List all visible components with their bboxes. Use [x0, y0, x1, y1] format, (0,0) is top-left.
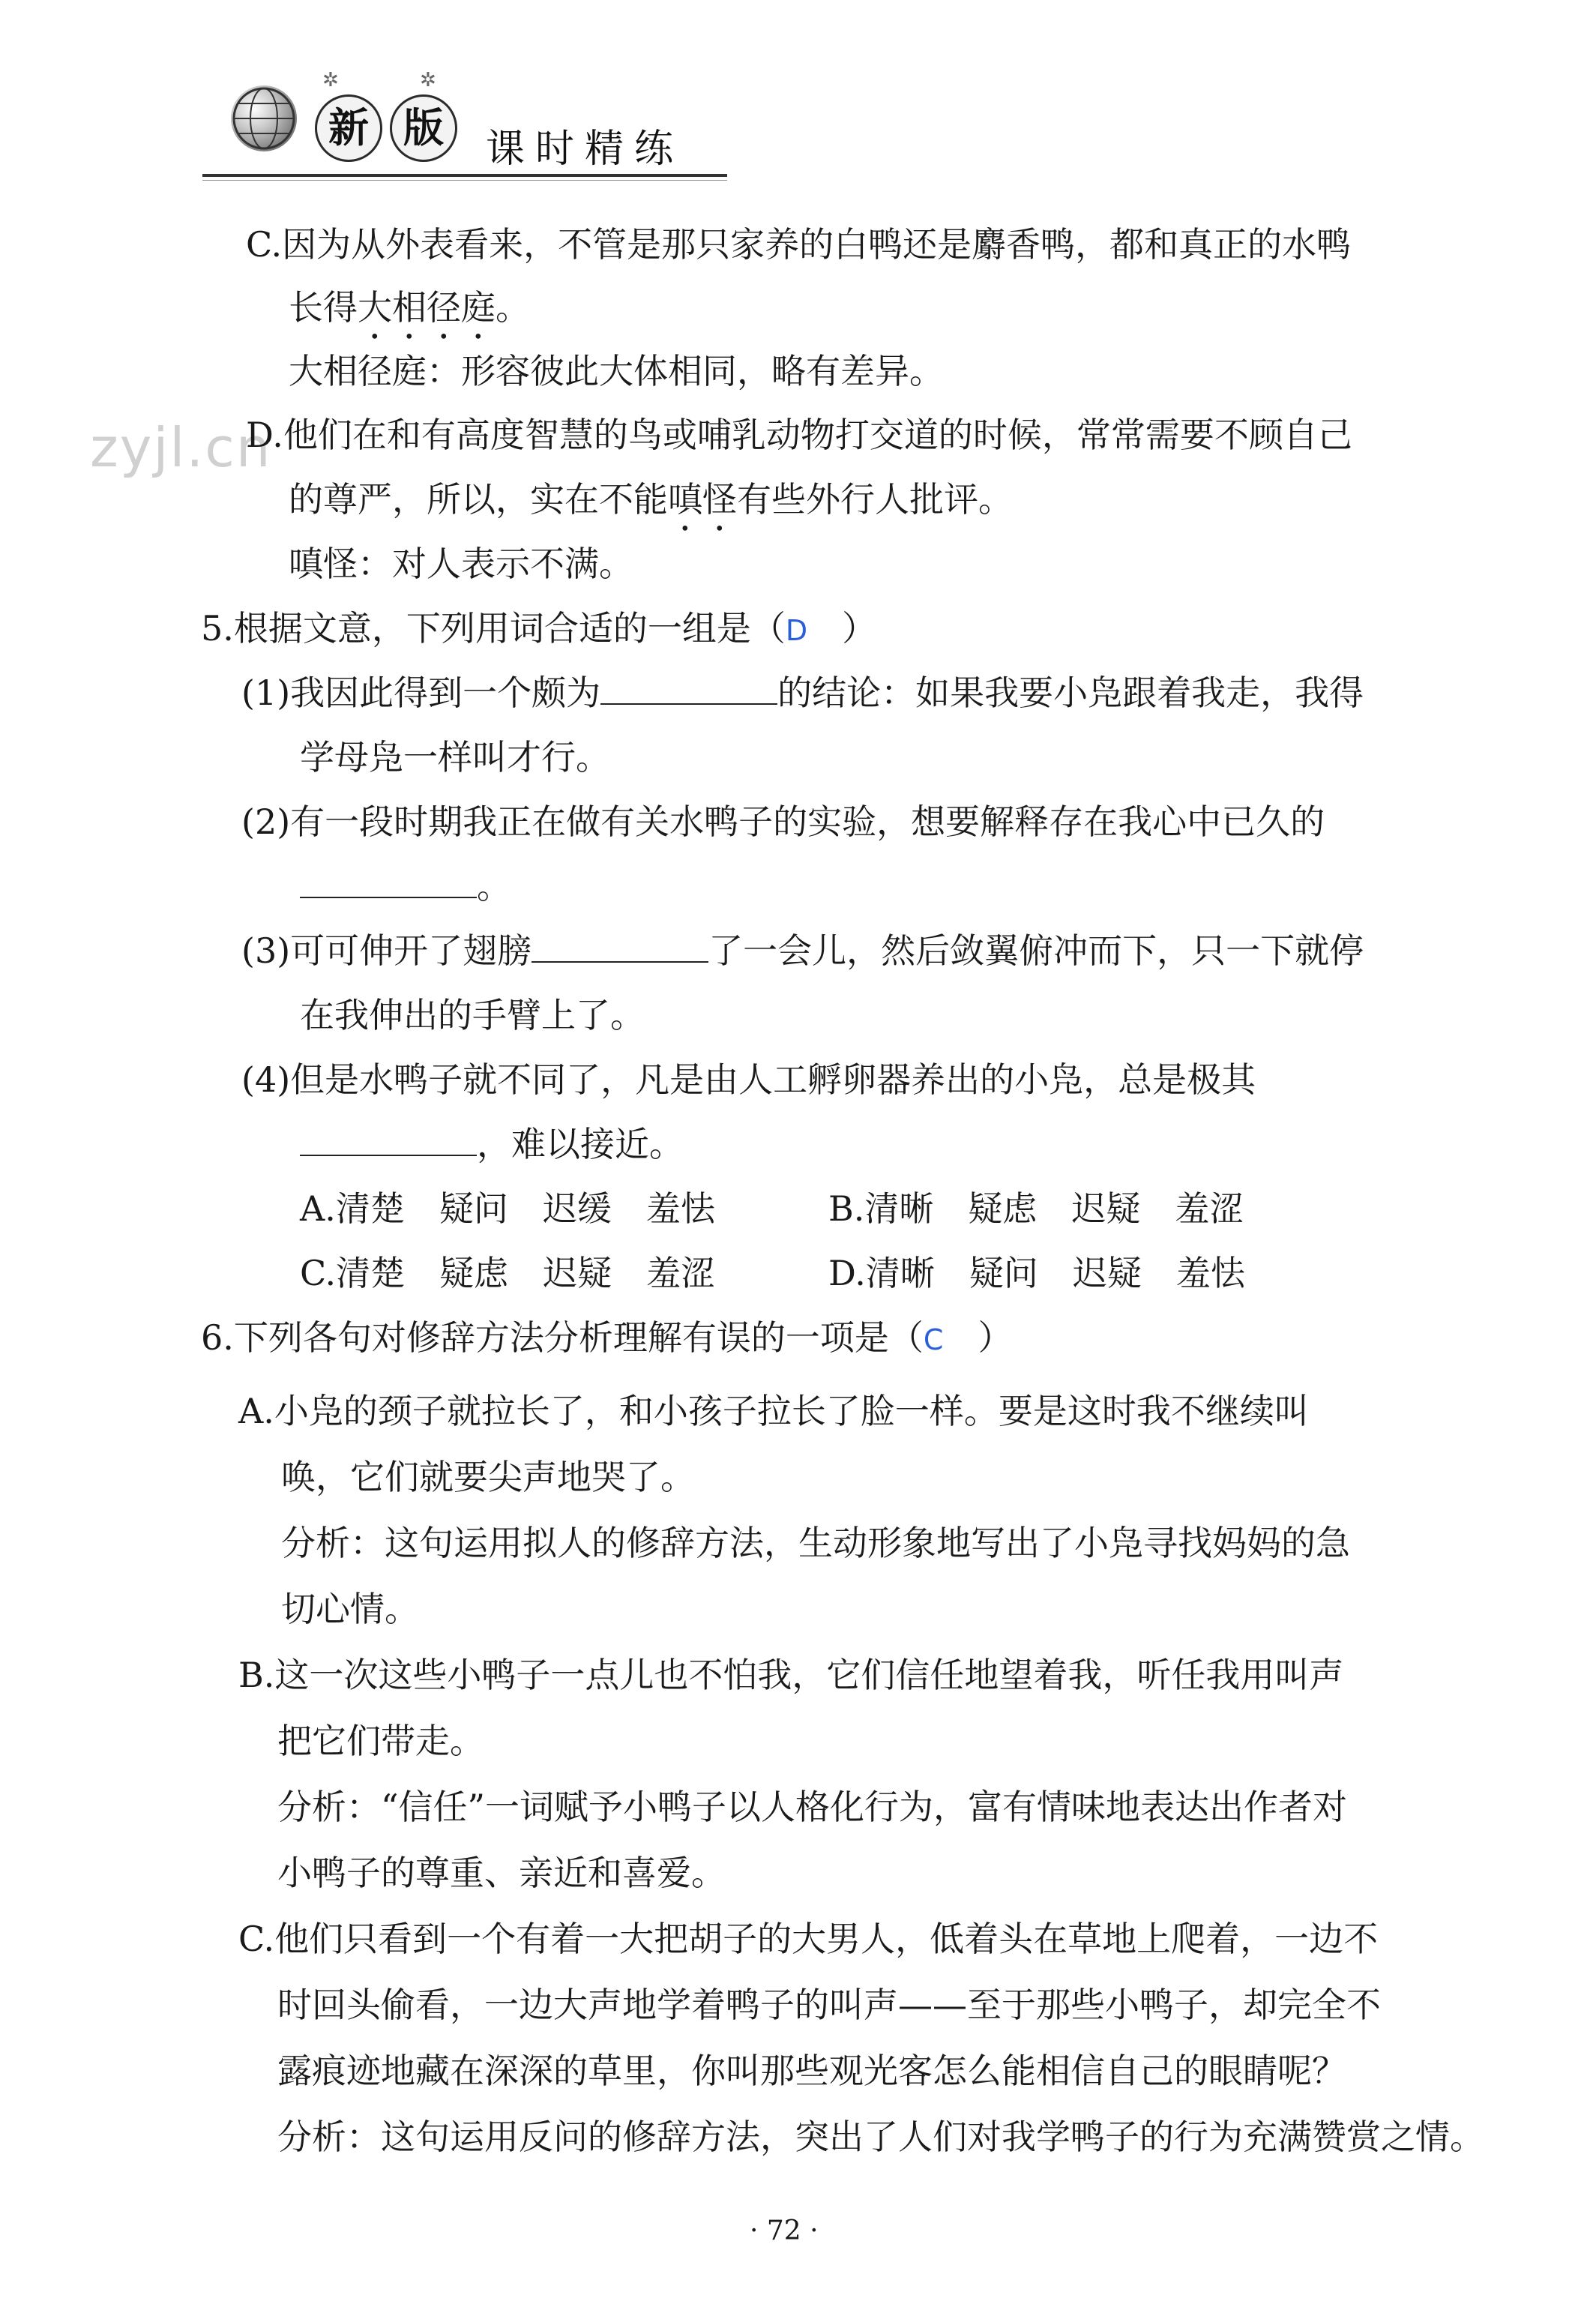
q6-option-c-line3: 露痕迹地藏在深深的草里，你叫那些观光客怎么能相信自己的眼睛呢？ — [277, 2051, 1346, 2091]
q6-option-c-line1: C.他们只看到一个有着一大把胡子的大男人，低着头在草地上爬着，一边不 — [238, 1919, 1379, 1959]
q5-option-d[interactable]: D.清晰 疑问 迟疑 羞怯 — [828, 1253, 1245, 1293]
header-badge-edition: 版 — [390, 94, 457, 162]
q4-option-c-line1: C.因为从外表看来，不管是那只家养的白鸭还是麝香鸭，都和真正的水鸭 — [246, 224, 1352, 265]
q5-sentence-1-line2: 学母凫一样叫才行。 — [300, 737, 610, 777]
answer-blank[interactable] — [600, 670, 777, 705]
q6-option-a-line1: A.小凫的颈子就拉长了，和小孩子拉长了脸一样。要是这时我不继续叫 — [238, 1391, 1309, 1431]
header-rule — [202, 174, 727, 177]
book-header — [202, 52, 727, 187]
q5-sentence-3-line2: 在我伸出的手臂上了。 — [300, 995, 645, 1035]
header-rule-thin — [202, 180, 727, 181]
page-number: · 72 · — [750, 2216, 819, 2246]
q6-option-b-analysis-line2: 小鸭子的尊重、亲近和喜爱。 — [277, 1853, 726, 1893]
q5-sentence-2-line2: 。 — [300, 864, 511, 909]
q4-option-d-explanation: 嗔怪：对人表示不满。 — [289, 544, 633, 584]
q6-option-a-analysis: 分析：这句运用拟人的修辞方法，生动形象地写出了小凫寻找妈妈的急 — [281, 1523, 1350, 1563]
q4-option-c-explanation: 大相径庭：形容彼此大体相同，略有差异。 — [289, 351, 944, 391]
q6-option-b-line2: 把它们带走。 — [277, 1721, 484, 1761]
q6-option-c-analysis: 分析：这句运用反问的修辞方法，突出了人们对我学鸭子的行为充满赞赏之情。 — [277, 2117, 1484, 2157]
q4-option-d-line1: D.他们在和有高度智慧的鸟或哺乳动物打交道的时候，常常需要不顾自己 — [246, 415, 1352, 455]
sparkle-icon: ✲ — [322, 69, 339, 91]
q6-option-b-analysis: 分析：“信任”一词赋予小鸭子以人格化行为，富有情味地表达出作者对 — [277, 1787, 1348, 1827]
q5-option-a[interactable]: A.清楚 疑问 迟缓 羞怯 — [300, 1188, 715, 1229]
sparkle-icon: ✲ — [420, 69, 436, 91]
q4-option-d-line2: 的尊严，所以，实在不能嗔怪有些外行人批评。 — [289, 479, 1013, 520]
globe-logo-icon — [231, 85, 297, 151]
q5-sentence-4: (4)但是水鸭子就不同了，凡是由人工孵卵器养出的小凫，总是极其 — [241, 1059, 1256, 1100]
answer-blank[interactable] — [300, 1122, 477, 1156]
emphasized-word: 大相径庭 — [358, 287, 496, 328]
q6-answer: C — [923, 1323, 944, 1356]
q6-stem: 6.下列各句对修辞方法分析理解有误的一项是（C ） — [201, 1317, 1013, 1358]
q6-option-c-line2: 时回头偷看，一边大声地学着鸭子的叫声——至于那些小鸭子，却完全不 — [277, 1985, 1381, 2025]
q5-option-b[interactable]: B.清晰 疑虑 迟疑 羞涩 — [828, 1188, 1244, 1229]
q5-sentence-3: (3)可可伸开了翅膀 了一会儿，然后敛翼俯冲而下，只一下就停 — [241, 928, 1364, 973]
q6-option-a-line2: 唤，它们就要尖声地哭了。 — [281, 1457, 695, 1497]
answer-blank[interactable] — [300, 864, 477, 898]
watermark: zyjl.cn — [90, 416, 272, 479]
header-badge-new: 新 — [315, 94, 382, 162]
q5-sentence-4-line2: ，难以接近。 — [300, 1122, 684, 1167]
q5-option-c[interactable]: C.清楚 疑虑 迟疑 羞涩 — [300, 1253, 716, 1293]
answer-blank[interactable] — [532, 928, 708, 963]
q5-sentence-2: (2)有一段时期我正在做有关水鸭子的实验，想要解释存在我心中已久的 — [241, 801, 1325, 842]
q5-answer: D — [785, 614, 808, 647]
q4-option-c-line2: 长得大相径庭。 — [289, 287, 530, 328]
header-subtitle: 课时精练 — [486, 127, 684, 172]
q6-option-b-line1: B.这一次这些小鸭子一点儿也不怕我，它们信任地望着我，听任我用叫声 — [238, 1655, 1344, 1695]
emphasized-word: 嗔怪 — [668, 479, 737, 520]
q6-option-a-analysis-line2: 切心情。 — [281, 1589, 419, 1629]
q5-stem: 5.根据文意，下列用词合适的一组是（D ） — [201, 608, 877, 649]
q5-sentence-1: (1)我因此得到一个颇为 的结论：如果我要小凫跟着我走，我得 — [241, 670, 1364, 715]
